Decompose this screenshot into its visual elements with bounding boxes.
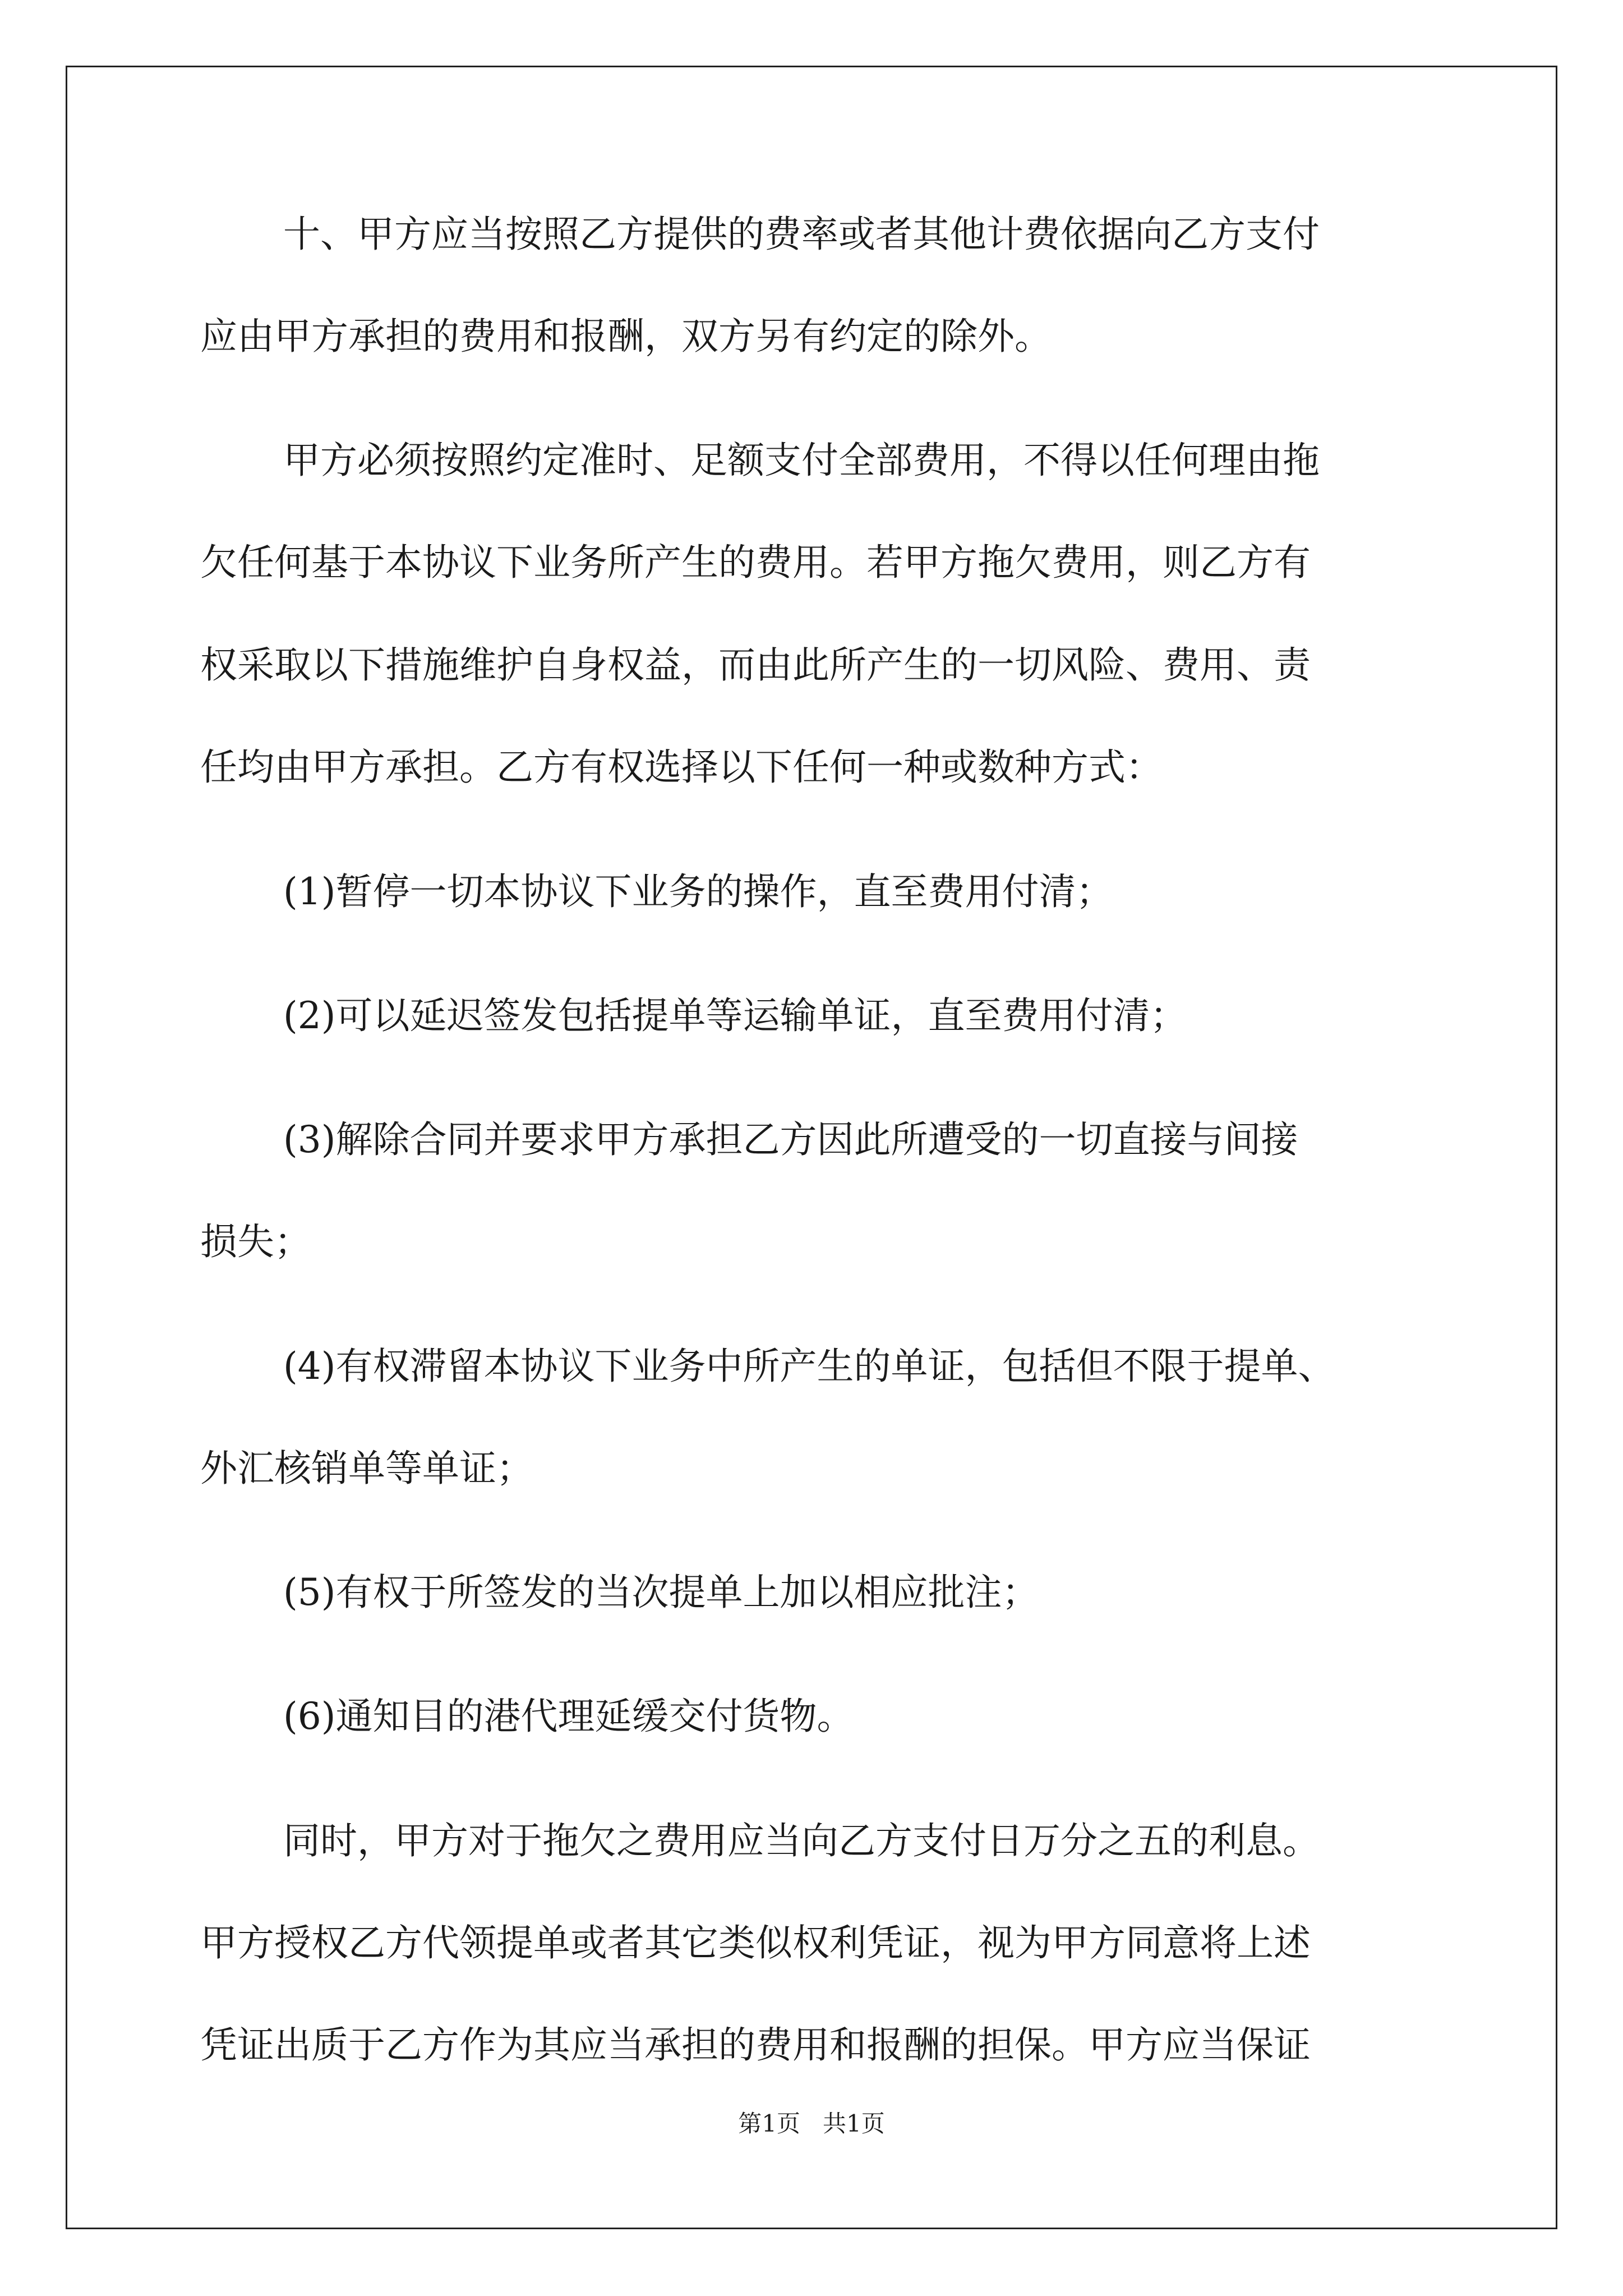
text-line: 凭证出质于乙方作为其应当承担的费用和报酬的担保。甲方应当保证 (200, 2023, 1311, 2067)
list-item: (3)解除合同并要求甲方承担乙方因此所遭受的一切直接与间接 (283, 1118, 1298, 1161)
text-line: 甲方必须按照约定准时、足额支付全部费用，不得以任何理由拖 (283, 439, 1320, 482)
text-line: 损失； (200, 1220, 311, 1263)
list-item: (5)有权于所签发的当次提单上加以相应批注； (283, 1571, 1039, 1614)
list-item: (4)有权滞留本协议下业务中所产生的单证，包括但不限于提单、 (283, 1345, 1335, 1388)
text-line: 应由甲方承担的费用和报酬，双方另有约定的除外。 (200, 315, 1052, 358)
page-number: 第1页 共1页 (738, 2110, 885, 2137)
text-line: 甲方授权乙方代领提单或者其它类似权利凭证，视为甲方同意将上述 (200, 1921, 1311, 1964)
text-line: 任均由甲方承担。乙方有权选择以下任何一种或数种方式： (200, 746, 1163, 789)
text-line: 欠任何基于本协议下业务所产生的费用。若甲方拖欠费用，则乙方有 (200, 541, 1311, 584)
text-line: 权采取以下措施维护自身权益，而由此所产生的一切风险、费用、责 (200, 643, 1311, 687)
list-item: (1)暂停一切本协议下业务的操作，直至费用付清； (283, 870, 1113, 913)
list-item: (2)可以延迟签发包括提单等运输单证，直至费用付清； (283, 994, 1187, 1037)
text-line: 外汇核销单等单证； (200, 1447, 533, 1490)
list-item: (6)通知目的港代理延缓交付货物。 (283, 1695, 854, 1738)
text-line: 同时，甲方对于拖欠之费用应当向乙方支付日万分之五的利息。 (283, 1819, 1320, 1862)
text-line: 十、甲方应当按照乙方提供的费率或者其他计费依据向乙方支付 (283, 213, 1320, 256)
